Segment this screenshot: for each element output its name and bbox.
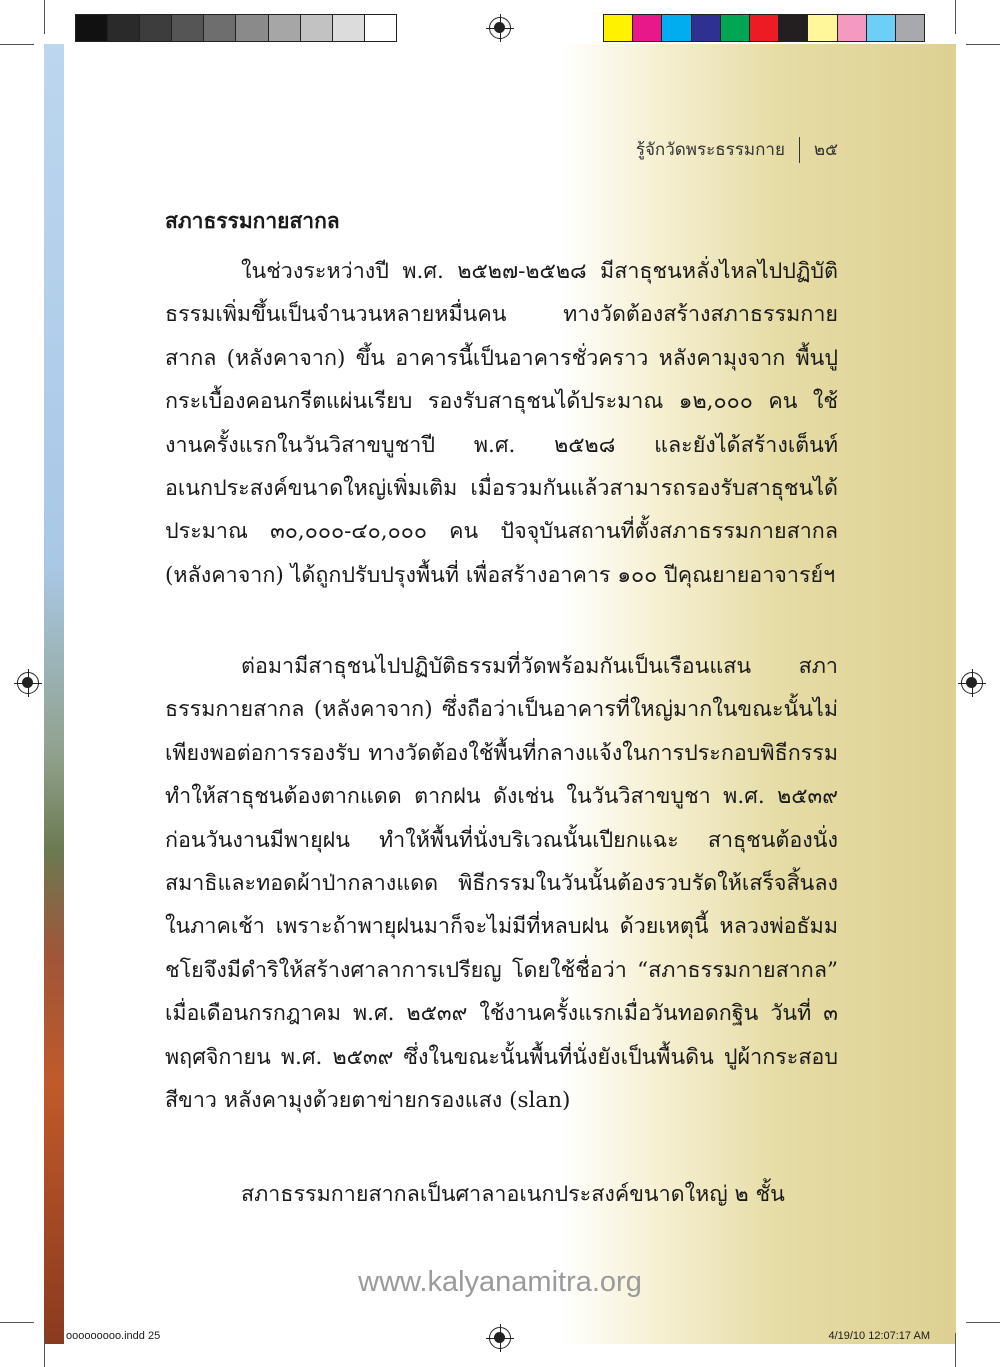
color-swatch: [896, 15, 924, 41]
page-number: ๒๕: [813, 140, 838, 160]
header-divider: [799, 137, 800, 163]
crop-mark: [966, 44, 1000, 45]
gray-swatch: [333, 15, 365, 41]
color-swatch: [692, 15, 721, 41]
gray-swatch: [108, 15, 140, 41]
gray-swatch: [204, 15, 236, 41]
grayscale-calibration-bar: [75, 14, 397, 42]
color-swatch: [779, 15, 808, 41]
running-head: [636, 136, 838, 163]
gray-swatch: [269, 15, 301, 41]
crop-mark: [966, 1322, 1000, 1323]
body-paragraph-1: ในช่วงระหว่างปี พ.ศ. ๒๕๒๗-๒๕๒๘ มีสาธุชนหลั่งไหลไปปฏิบัติธรรมเพิ่มขึ้นเป็นจำนวนหลายหมื่นคน ทางวัดต้องสร้างสภาธรรมกายสากล (หลังคาจาก) ขึ้น อาคารนี้เป็นอาคารชั่วคราว หลังคามุงจาก พื้นปูกระเบื้องคอนกรีตแผ่นเรียบ รองรับสาธุชนได้ประมาณ ๑๒,๐๐๐ คน ใช้งานครั้งแรกในวันวิสาขบูชาปี พ.ศ. ๒๕๒๘ และยังได้สร้างเต็นท์อเนกประสงค์ขนาดใหญ่เพิ่มเติม เมื่อรวมกันแล้วสามารถรองรับสาธุชนได้ประมาณ ๓๐,๐๐๐-๔๐,๐๐๐ คน ปัจจุบันสถานที่ตั้งสภาธรรมกายสากล (หลังคาจาก) ได้ถูกปรับปรุงพื้นที่ เพื่อสร้างอาคาร ๑๐๐ ปีคุณยายอาจารย์ฯ: [165, 259, 838, 588]
color-swatch: [633, 15, 662, 41]
color-swatch: [808, 15, 837, 41]
color-swatch: [838, 15, 867, 41]
color-swatch: [750, 15, 779, 41]
registration-mark-icon: [489, 1327, 511, 1349]
color-swatch: [867, 15, 896, 41]
left-photo-strip: [44, 44, 64, 1344]
body-paragraph-3: สภาธรรมกายสากลเป็นศาลาอเนกประสงค์ขนาดใหญ่ ๒ ชั้น: [241, 1182, 785, 1207]
gray-swatch: [301, 15, 333, 41]
crop-mark: [0, 1322, 34, 1323]
watermark-url: www.kalyanamitra.org: [358, 1266, 642, 1298]
body-paragraph-2: ต่อมามีสาธุชนไปปฏิบัติธรรมที่วัดพร้อมกันเป็นเรือนแสน สภาธรรมกายสากล (หลังคาจาก) ซึ่งถือว่าเป็นอาคารที่ใหญ่มากในขณะนั้นไม่เพียงพอต่อการรองรับ ทางวัดต้องใช้พื้นที่กลางแจ้งในการประกอบพิธีกรรม ทำให้สาธุชนต้องตากแดด ตากฝน ดังเช่น ในวันวิสาขบูชา พ.ศ. ๒๕๓๙ ก่อนวันงานมีพายุฝน ทำให้พื้นที่นั่งบริเวณนั้นเปียกแฉะ สาธุชนต้องนั่งสมาธิและทอดผ้าป่ากลางแดด พิธีกรรมในวันนั้นต้องรวบรัดให้เสร็จสิ้นลงในภาคเช้า เพราะถ้าพายุฝนมาก็จะไม่มีที่หลบฝน ด้วยเหตุนี้ หลวงพ่อธัมมชโยจึงมีดำริให้สร้างศาลาการเปรียญ โดยใช้ชื่อว่า “สภาธรรมกายสากล” เมื่อเดือนกรกฎาคม พ.ศ. ๒๕๓๙ ใช้งานครั้งแรกเมื่อวันทอดกฐิน วันที่ ๓ พฤศจิกายน พ.ศ. ๒๕๓๙ ซึ่งในขณะนั้นพื้นที่นั่งยังเป็นพื้นดิน ปูผ้ากระสอบสีขาว หลังคามุงด้วยตาข่ายกรองแสง (slan): [165, 654, 838, 1114]
slug-filename: ooooooooo.indd 25: [66, 1330, 161, 1342]
crop-mark: [44, 0, 45, 34]
gray-swatch: [236, 15, 268, 41]
gray-swatch: [140, 15, 172, 41]
book-title: รู้จักวัดพระธรรมกาย: [635, 140, 785, 160]
crop-mark: [955, 0, 956, 34]
crop-mark: [0, 44, 34, 45]
section-title: สภาธรรมกายสากล: [165, 208, 340, 233]
registration-mark-icon: [489, 17, 511, 39]
color-swatch: [604, 15, 633, 41]
gray-swatch: [76, 15, 108, 41]
registration-mark-icon: [961, 672, 983, 694]
slug-datetime: 4/19/10 12:07:17 AM: [828, 1330, 930, 1342]
gray-swatch: [365, 15, 396, 41]
crop-mark: [44, 1333, 45, 1367]
crop-mark: [955, 1333, 956, 1367]
color-calibration-bar: [603, 14, 925, 42]
gray-swatch: [172, 15, 204, 41]
color-swatch: [721, 15, 750, 41]
color-swatch: [662, 15, 691, 41]
registration-mark-icon: [17, 672, 39, 694]
